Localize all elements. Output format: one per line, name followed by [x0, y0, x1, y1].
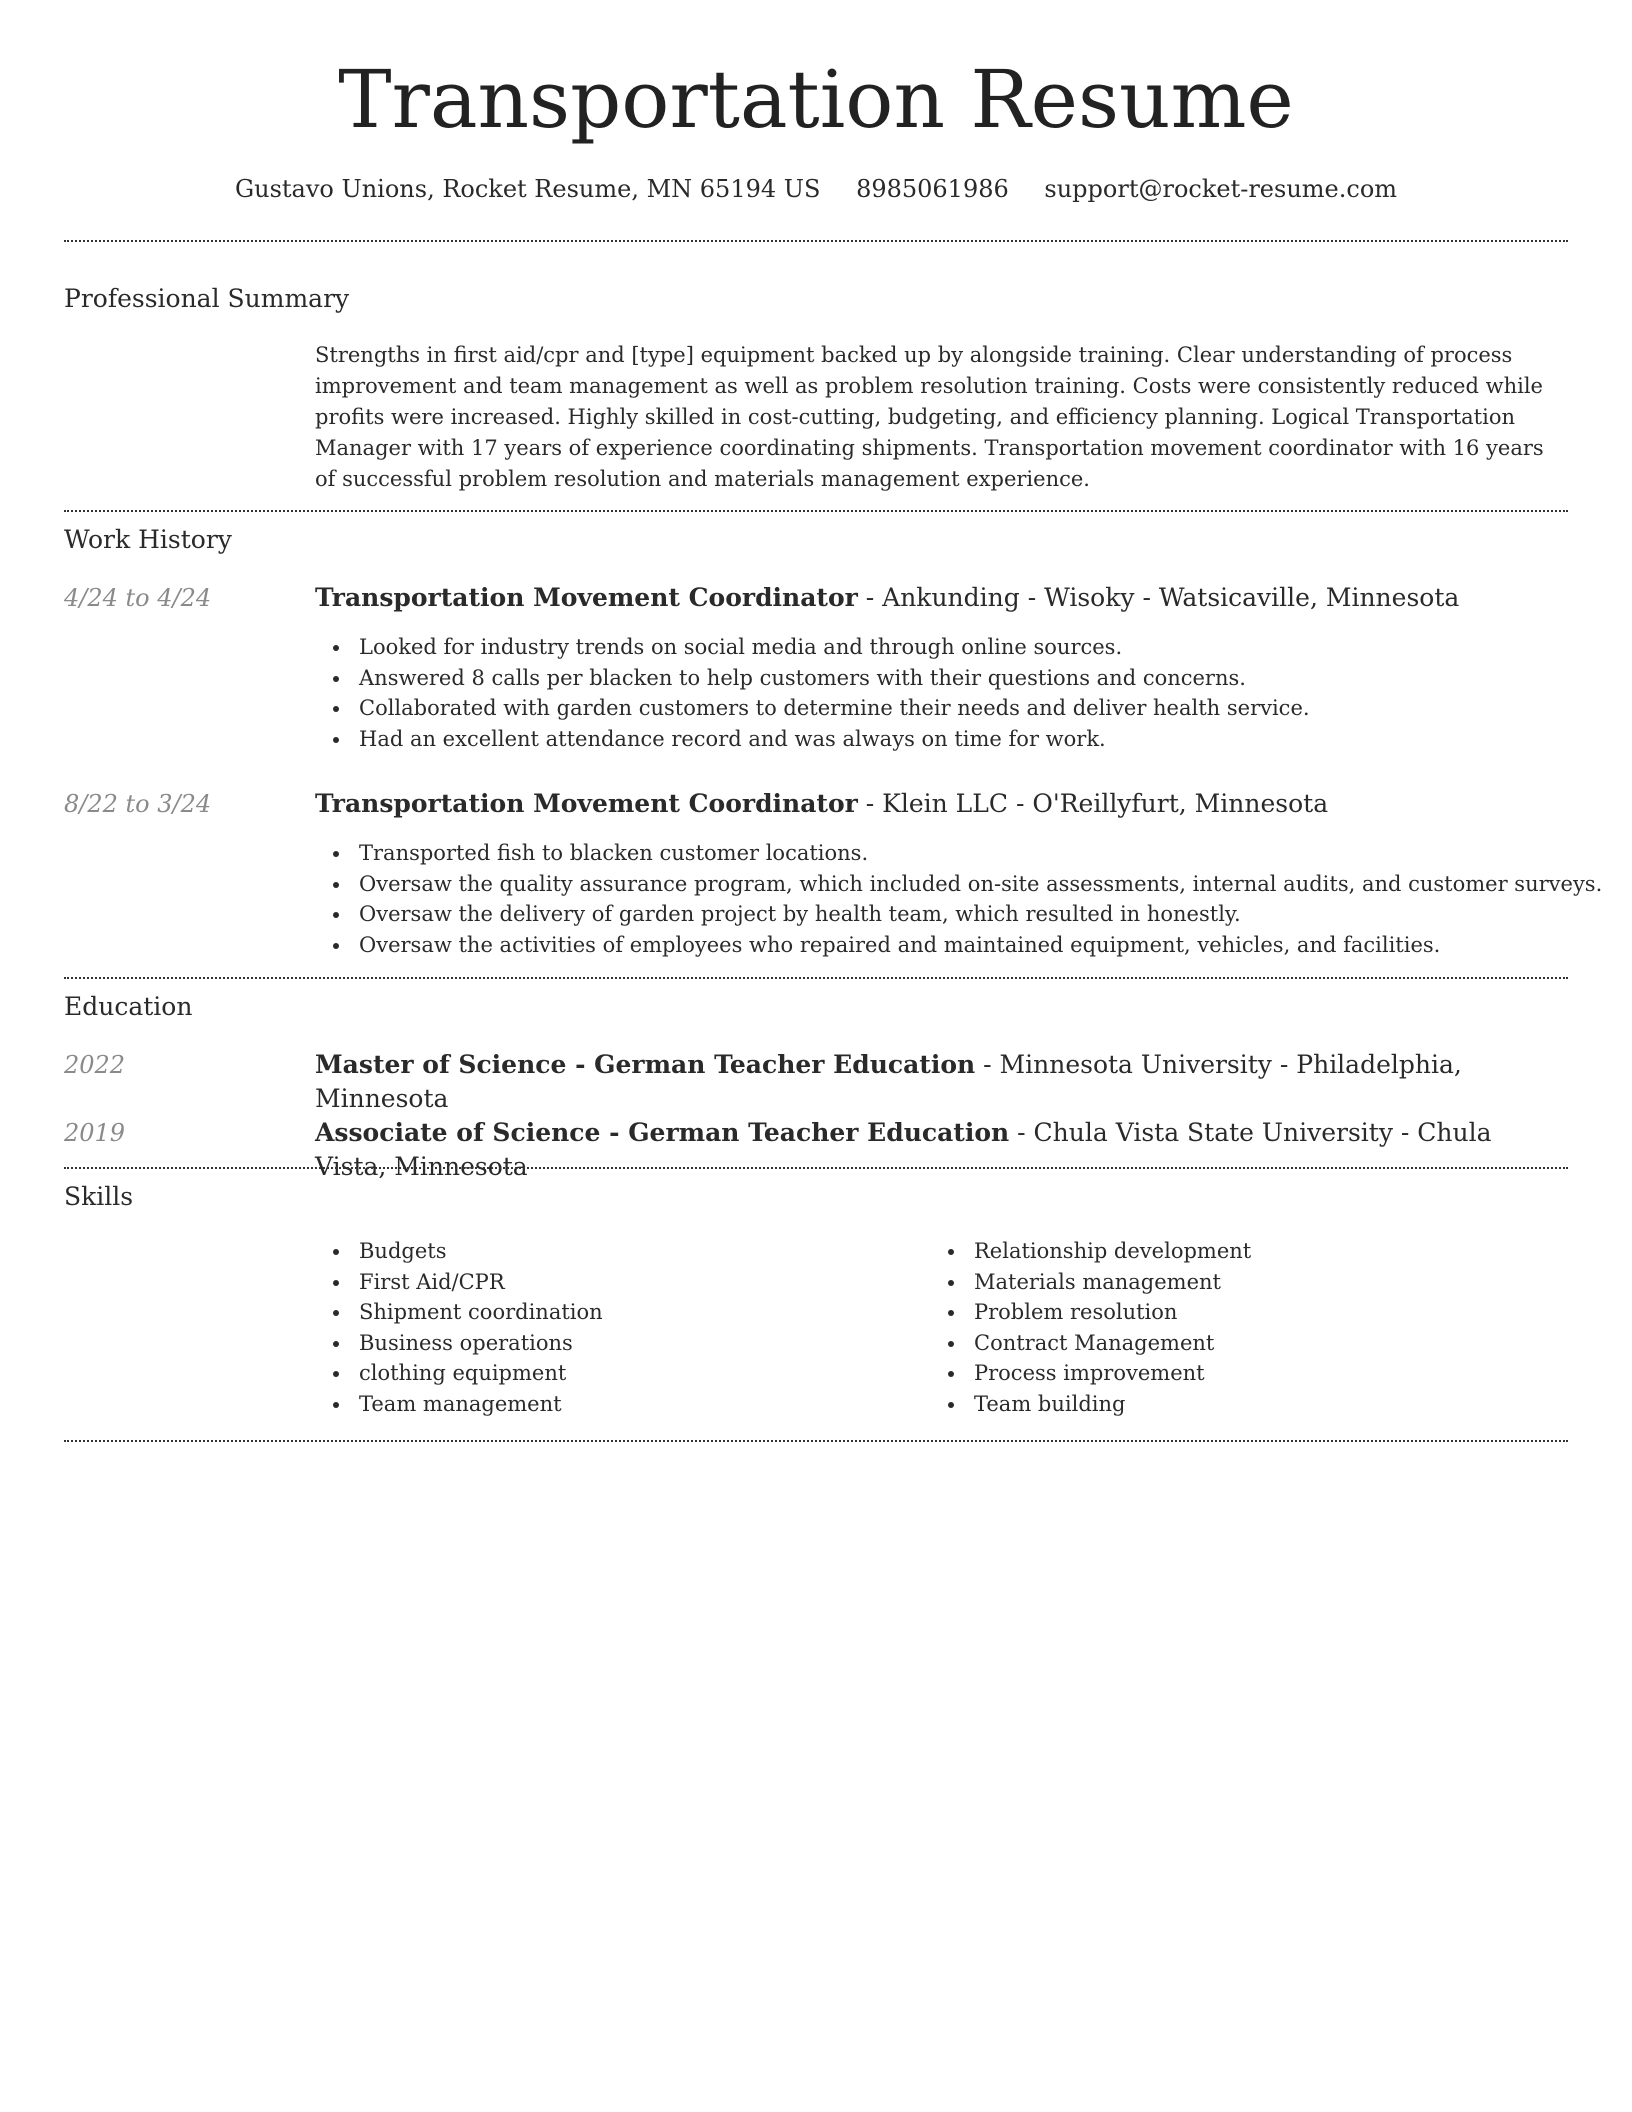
skill-item: Business operations: [359, 1328, 919, 1359]
job-bullets: [315, 632, 1612, 754]
education-heading-line: [315, 1048, 1568, 1116]
contact-phone: 8985061986: [856, 175, 1009, 203]
job-title: Transportation Movement Coordinator: [315, 583, 858, 612]
education-year: 2022: [64, 1051, 126, 1079]
education-degree: Associate of Science - German Teacher Education: [315, 1118, 1010, 1147]
skill-item: Contract Management: [974, 1328, 1534, 1359]
job-title: Transportation Movement Coordinator: [315, 789, 858, 818]
skill-item: Shipment coordination: [359, 1297, 919, 1328]
education-year: 2019: [64, 1119, 126, 1147]
job-dates: 4/24 to 4/24: [64, 584, 212, 612]
divider: [64, 510, 1568, 512]
skill-item: First Aid/CPR: [359, 1267, 919, 1298]
list-item: Oversaw the quality assurance program, which included on-site assessments, internal audits, and customer surveys.: [359, 869, 1612, 900]
skill-item: Process improvement: [974, 1358, 1534, 1389]
list-item: Oversaw the activities of employees who repaired and maintained equipment, vehicles, and facilities.: [359, 930, 1612, 961]
skills-list-left: [315, 1236, 919, 1419]
contact-line: [64, 172, 1568, 206]
list-item: Had an excellent attendance record and was always on time for work.: [359, 724, 1612, 755]
list-item: Transported fish to blacken customer locations.: [359, 838, 1612, 869]
skills-list-right: [930, 1236, 1534, 1419]
list-item: Collaborated with garden customers to determine their needs and deliver health service.: [359, 693, 1612, 724]
contact-email: support@rocket-resume.com: [1044, 175, 1398, 203]
divider: [64, 240, 1568, 242]
education-school: - Minnesota University - Philadelphia, Minnesota: [315, 1050, 1462, 1113]
list-item: Answered 8 calls per blacken to help customers with their questions and concerns.: [359, 663, 1612, 694]
summary-heading: Professional Summary: [64, 284, 350, 313]
work-history-heading: Work History: [64, 525, 232, 554]
education-school: - Chula Vista State University - Chula Vista, Minnesota: [315, 1118, 1492, 1181]
divider: [64, 977, 1568, 979]
resume-title: Transportation Resume: [338, 53, 1294, 146]
skill-item: Problem resolution: [974, 1297, 1534, 1328]
skill-item: Budgets: [359, 1236, 919, 1267]
skill-item: Team management: [359, 1389, 919, 1420]
job-heading: [315, 787, 1568, 821]
skills-heading: Skills: [64, 1182, 134, 1211]
job-heading: [315, 581, 1568, 615]
job-dates: 8/22 to 3/24: [64, 790, 212, 818]
skill-item: Materials management: [974, 1267, 1534, 1298]
summary-text: Strengths in first aid/cpr and [type] equipment backed up by alongside training. Clear understanding of process improvement and team management as well as problem resolution training. Costs were consistently reduced while profits were increased. Highly skilled in cost-cutting, budgeting, and efficiency planning. Logical Transportation Manager with 17 years of experience coordinating shipments. Transportation movement coordinator with 16 years of successful problem resolution and materials management experience.: [315, 343, 1544, 491]
skill-item: Relationship development: [974, 1236, 1534, 1267]
education-heading-line: [315, 1116, 1568, 1184]
skill-item: clothing equipment: [359, 1358, 919, 1389]
skill-item: Team building: [974, 1389, 1534, 1420]
job-employer: - Klein LLC - O'Reillyfurt, Minnesota: [857, 789, 1329, 818]
contact-address: Gustavo Unions, Rocket Resume, MN 65194 US: [234, 175, 821, 203]
list-item: Looked for industry trends on social media and through online sources.: [359, 632, 1612, 663]
education-degree: Master of Science - German Teacher Education: [315, 1050, 976, 1079]
divider: [64, 1167, 1568, 1169]
education-heading: Education: [64, 992, 193, 1021]
job-employer: - Ankunding - Wisoky - Watsicaville, Minnesota: [857, 583, 1460, 612]
job-bullets: [315, 838, 1612, 960]
list-item: Oversaw the delivery of garden project by health team, which resulted in honestly.: [359, 899, 1612, 930]
divider: [64, 1440, 1568, 1442]
